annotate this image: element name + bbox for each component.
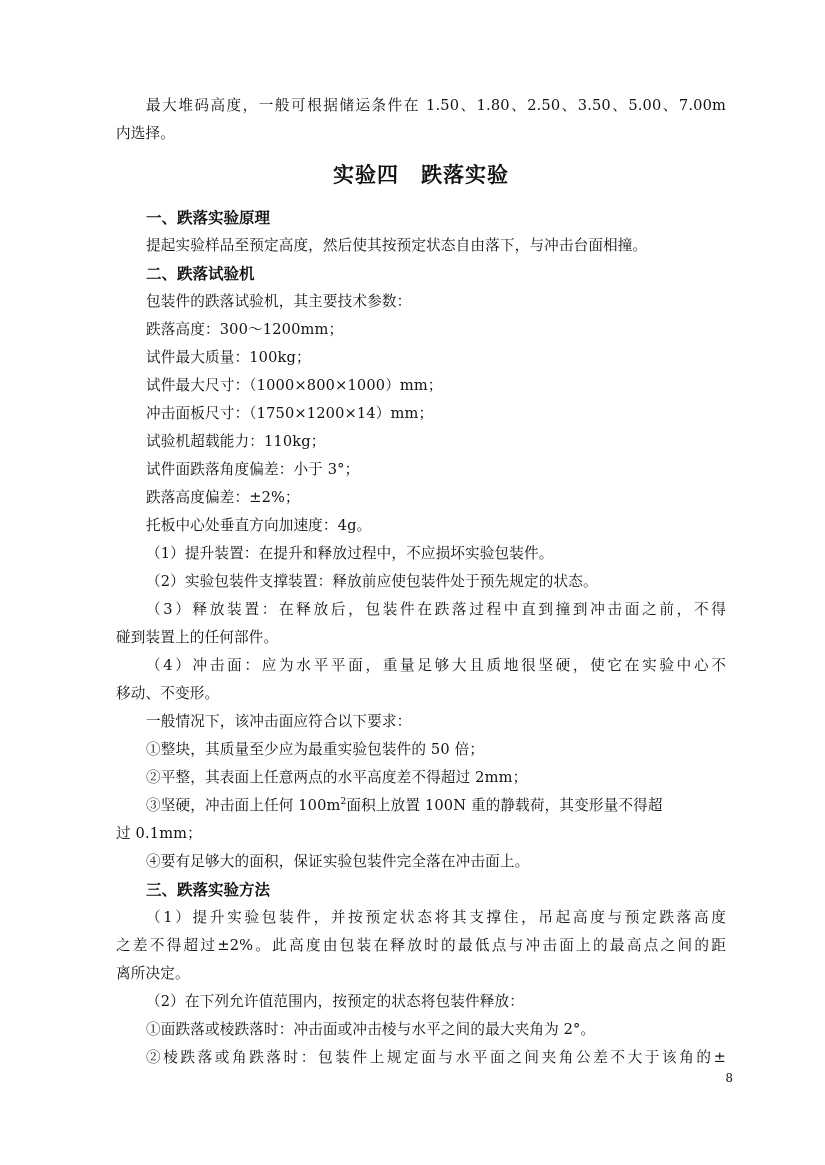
- section-1-paragraph: 提起实验样品至预定高度，然后使其按预定状态自由落下，与冲击台面相撞。: [146, 237, 648, 254]
- device-item: （1）提升装置：在提升和释放过程中，不应损坏实验包装件。: [146, 545, 554, 562]
- requirement-4: ④要有足够大的面积，保证实验包装件完全落在冲击面上。: [146, 853, 530, 870]
- spec-line: 包装件的跌落试验机，其主要技术参数：: [146, 293, 412, 310]
- method-2: （2）在下列允许值范围内，按预定的状态将包装件释放：: [146, 993, 525, 1010]
- spec-line: 试件最大质量：100kg；: [146, 349, 311, 366]
- requirement-1: ①整块，其质量至少应为最重实验包装件的 50 倍；: [146, 741, 485, 758]
- requirement-3-line-1: [116, 792, 726, 820]
- method-2-item-2: ②棱跌落或角跌落时：包装件上规定面与水平面之间夹角公差不大于该角的±: [146, 1049, 726, 1066]
- device-item-4-line-2: 移动、不变形。: [116, 685, 220, 702]
- device-item-4-line-1: （4）冲击面：应为水平平面，重量足够大且质地很坚硬，使它在实验中心不: [146, 657, 726, 674]
- device-item-3-line-1: （3）释放装置：在释放后，包装件在跌落过程中直到撞到冲击面之前，不得: [146, 601, 726, 618]
- section-2-heading: 二、跌落试验机: [146, 265, 255, 283]
- page-number: 8: [725, 1071, 733, 1085]
- method-1-line-2: 之差不得超过±2%。此高度由包装在释放时的最低点与冲击面上的最高点之间的距: [116, 937, 726, 954]
- requirement-3-text-a: ③坚硬，冲击面上任何 100m: [146, 797, 341, 814]
- superscript: 2: [340, 797, 347, 807]
- requirement-3-line-2: 过 0.1mm；: [116, 825, 202, 842]
- section-3-heading: 三、跌落实验方法: [146, 881, 271, 899]
- chapter-title: 实验四 跌落实验: [333, 163, 509, 187]
- method-1-line-1: （1）提升实验包装件，并按预定状态将其支撑住，吊起高度与预定跌落高度: [146, 909, 726, 926]
- spec-line: 托板中心处垂直方向加速度：4g。: [146, 517, 372, 534]
- requirement-2: ②平整，其表面上任意两点的水平高度差不得超过 2mm；: [146, 769, 528, 786]
- method-2-item-1: ①面跌落或棱跌落时：冲击面或冲击棱与水平之间的最大夹角为 2°。: [146, 1021, 596, 1038]
- general-requirements: 一般情况下，该冲击面应符合以下要求：: [146, 713, 412, 730]
- document-page: [116, 92, 726, 1072]
- spec-line: 试件面跌落角度偏差：小于 3°；: [146, 461, 360, 478]
- device-item: （2）实验包装件支撑装置：释放前应使包装件处于预先规定的状态。: [146, 573, 598, 590]
- intro-line-1: 最大堆码高度，一般可根据储运条件在 1.50、1.80、2.50、3.50、5.00、7.00m: [146, 97, 726, 114]
- spec-line: 试验机超载能力：110kg；: [146, 433, 326, 450]
- spec-line: 跌落高度：300～1200mm；: [146, 321, 344, 338]
- spec-line: 冲击面板尺寸：（1750×1200×14）mm；: [146, 405, 434, 422]
- method-1-line-3: 离所决定。: [116, 965, 190, 982]
- device-item-3-line-2: 碰到装置上的任何部件。: [116, 629, 279, 646]
- intro-line-2: 内选择。: [116, 125, 175, 142]
- section-1-heading: 一、跌落实验原理: [146, 209, 271, 227]
- requirement-3-text-b: 面积上放置 100N 重的静载荷，其变形量不得超: [346, 797, 663, 814]
- spec-line: 试件最大尺寸：（1000×800×1000）mm；: [146, 377, 443, 394]
- spec-line: 跌落高度偏差：±2%；: [146, 489, 300, 506]
